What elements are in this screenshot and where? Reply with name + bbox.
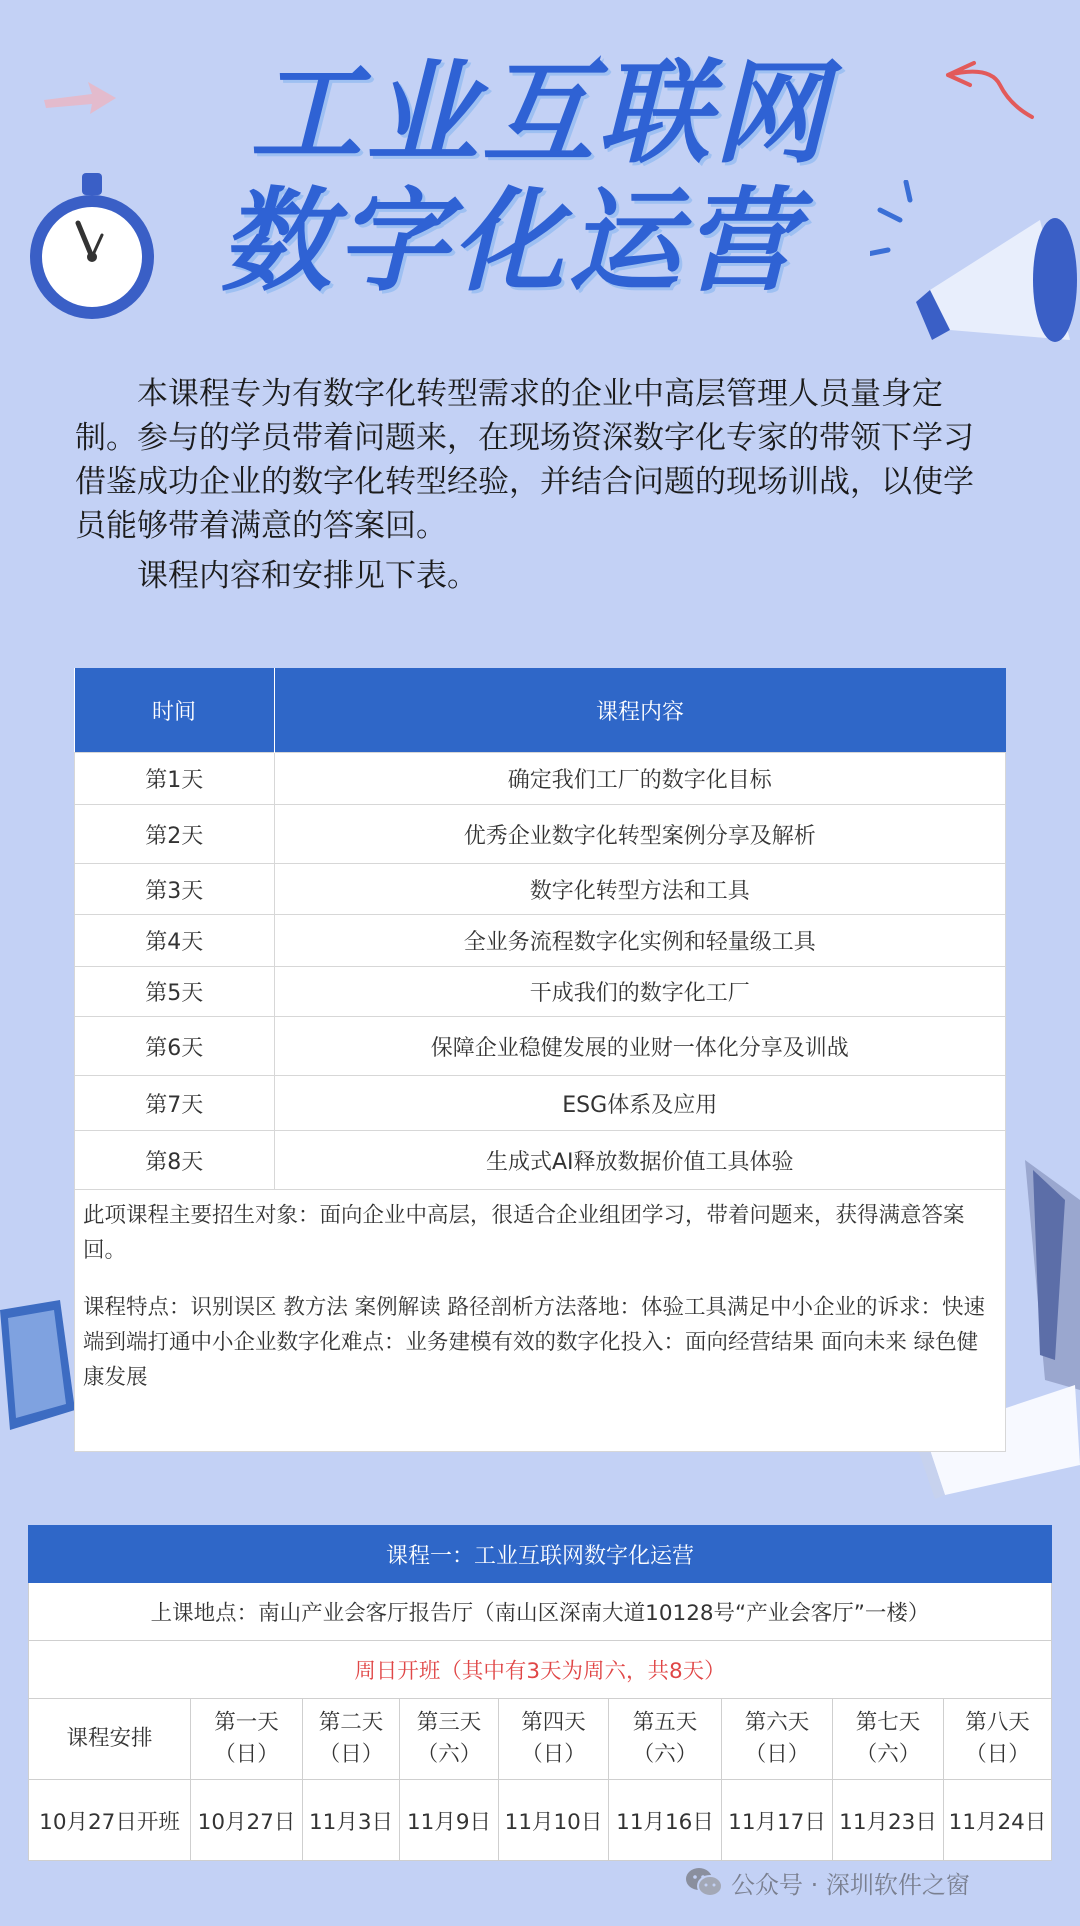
table-row	[75, 805, 1006, 864]
day-weekday: （六）	[632, 1742, 698, 1767]
start-note-row	[29, 1641, 1052, 1699]
day-header	[833, 1699, 944, 1780]
content-cell: 保障企业稳健发展的业财一体化分享及训战	[274, 1017, 1006, 1076]
day-weekday: （日）	[214, 1742, 279, 1767]
intro-paragraph-2: 课程内容和安排见下表。	[137, 558, 478, 594]
date-cell: 11月9日	[400, 1780, 499, 1861]
start-note-text: 周日开班（其中有3天为周六，共8天）	[29, 1641, 1052, 1699]
table-row	[75, 1131, 1006, 1190]
content-cell: 干成我们的数字化工厂	[274, 967, 1006, 1017]
day-cell: 第3天	[75, 864, 275, 915]
book-icon	[0, 1300, 75, 1430]
day-name: 第七天	[855, 1710, 921, 1735]
date-cell: 10月27日	[191, 1780, 303, 1861]
day-weekday: （日）	[965, 1742, 1030, 1767]
day-cell: 第7天	[75, 1076, 275, 1131]
day-cell: 第4天	[75, 915, 275, 967]
day-weekday: （日）	[521, 1742, 586, 1767]
day-name: 第八天	[965, 1710, 1030, 1735]
day-cell: 第6天	[75, 1017, 275, 1076]
target-audience-note: 此项课程主要招生对象：面向企业中高层，很适合企业组团学习，带着问题来，获得满意答案回。	[83, 1203, 965, 1263]
day-name: 第六天	[744, 1710, 810, 1735]
dates-row	[29, 1780, 1052, 1861]
schedule-label: 课程安排	[29, 1699, 191, 1780]
table-row	[75, 967, 1006, 1017]
date-cell: 11月3日	[303, 1780, 400, 1861]
days-row	[29, 1699, 1052, 1780]
content-cell: ESG体系及应用	[274, 1076, 1006, 1131]
content-cell: 数字化转型方法和工具	[274, 864, 1006, 915]
day-name: 第二天	[318, 1710, 384, 1735]
day-name: 第一天	[214, 1710, 279, 1735]
day-header	[400, 1699, 499, 1780]
header-time: 时间	[75, 668, 275, 753]
course-features-note: 课程特点：识别误区 教方法 案例解读 路径剖析方法落地：体验工具满足中小企业的诉求：快速端到端打通中小企业数字化难点：业务建模有效的数字化投入：面向经营结果 面向未来 绿色健康发展	[83, 1295, 986, 1390]
day-weekday: （日）	[318, 1742, 384, 1767]
day-weekday: （日）	[744, 1742, 810, 1767]
content-cell: 生成式AI释放数据价值工具体验	[274, 1131, 1006, 1190]
date-cell: 11月23日	[833, 1780, 944, 1861]
footer-text: 公众号 · 深圳软件之窗	[731, 1870, 970, 1899]
day-cell: 第1天	[75, 753, 275, 805]
day-name: 第三天	[416, 1710, 482, 1735]
day-header	[191, 1699, 303, 1780]
table-note-cell	[75, 1190, 1006, 1452]
page-title	[0, 50, 1080, 306]
table-row	[75, 915, 1006, 967]
date-cell: 11月10日	[499, 1780, 609, 1861]
day-header	[499, 1699, 609, 1780]
title-line-2: 数字化运营	[220, 177, 800, 307]
day-cell: 第5天	[75, 967, 275, 1017]
day-weekday: （六）	[855, 1742, 921, 1767]
content-cell: 优秀企业数字化转型案例分享及解析	[274, 805, 1006, 864]
date-cell: 11月17日	[722, 1780, 833, 1861]
table-row	[75, 753, 1006, 805]
table-header-row	[75, 668, 1006, 753]
content-cell: 确定我们工厂的数字化目标	[274, 753, 1006, 805]
date-cell: 11月24日	[944, 1780, 1052, 1861]
wechat-icon	[685, 1866, 723, 1898]
table-note-row	[75, 1190, 1006, 1452]
course-content-table	[74, 668, 1006, 1452]
table-row	[75, 1076, 1006, 1131]
day-name: 第四天	[521, 1710, 586, 1735]
course-schedule-table	[28, 1525, 1052, 1861]
intro-paragraph: 本课程专为有数字化转型需求的企业中高层管理人员量身定制。参与的学员带着问题来，在现场资深数字化专家的带领下学习借鉴成功企业的数字化转型经验，并结合问题的现场训战，以使学员能够带着满意的答案回。	[75, 376, 974, 544]
table-row	[75, 1017, 1006, 1076]
location-row	[29, 1583, 1052, 1641]
day-name: 第五天	[632, 1710, 698, 1735]
day-header	[944, 1699, 1052, 1780]
day-header	[722, 1699, 833, 1780]
course-title: 课程一：工业互联网数字化运营	[29, 1526, 1052, 1583]
day-weekday: （六）	[416, 1742, 482, 1767]
day-header	[303, 1699, 400, 1780]
title-line-1: 工业互联网	[250, 49, 830, 179]
day-header	[609, 1699, 722, 1780]
intro-text	[75, 372, 1000, 598]
day-cell: 第8天	[75, 1131, 275, 1190]
content-cell: 全业务流程数字化实例和轻量级工具	[274, 915, 1006, 967]
location-text: 上课地点：南山产业会客厅报告厅（南山区深南大道10128号“产业会客厅”一楼）	[29, 1583, 1052, 1641]
day-cell: 第2天	[75, 805, 275, 864]
table-row	[75, 864, 1006, 915]
course-title-row	[29, 1526, 1052, 1583]
footer-watermark	[685, 1862, 970, 1902]
start-date: 10月27日开班	[29, 1780, 191, 1861]
header-content: 课程内容	[274, 668, 1006, 753]
date-cell: 11月16日	[609, 1780, 722, 1861]
